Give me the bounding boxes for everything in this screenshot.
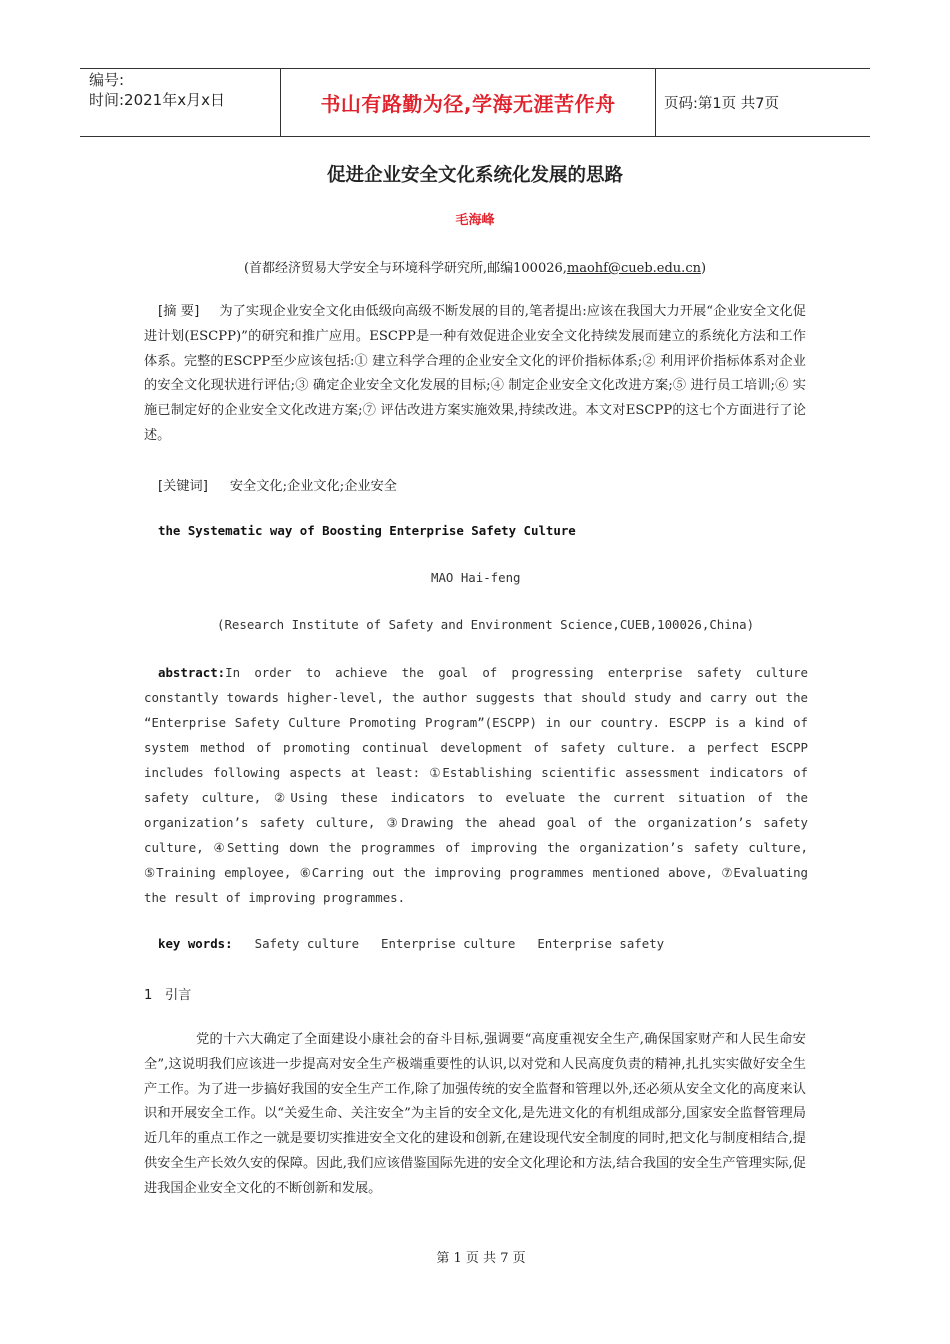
author-affiliation: (首都经济贸易大学安全与环境科学研究所,邮编100026,maohf@cueb.edu.cn)	[243, 261, 707, 276]
keywords-cn-label: [关键词]	[158, 479, 208, 494]
author-email-link[interactable]: maohf@cueb.edu.cn	[566, 261, 701, 276]
keywords-cn-text: 安全文化;企业文化;企业安全	[229, 479, 397, 494]
english-keyword: Enterprise safety	[537, 936, 665, 951]
english-keywords-label: key words:	[158, 936, 233, 951]
english-abstract-text: In order to achieve the goal of progressing enterprise safety culture constantly towards higher-level, the author suggests that should study and carry out the “Enterprise Safety Culture Promoting Program”(ESCPP) in our country. ESCPP is a kind of system method of promoting continual development of safety culture. a perfect ESCPP includes following aspects at least: ①Establishing scientific assessment indicators of safety culture, ②Using these indicators to eveluate the current situation of the organization’s safety culture, ③Drawing the ahead goal of the organization’s safety culture, ④Setting down the programmes of improving the organization’s safety culture, ⑤Training employee, ⑥Carring out the improving programmes mentioned above, ⑦Evaluating the result of improving programmes.	[144, 665, 808, 905]
english-keyword: Safety culture	[254, 936, 360, 951]
document-header	[80, 68, 870, 137]
english-keywords	[158, 936, 664, 951]
document-date: 时间:2021年x月x日	[89, 91, 225, 109]
paper-title: 促进企业安全文化系统化发展的思路	[326, 165, 623, 186]
english-author: MAO Hai-feng	[431, 570, 521, 585]
section-1-heading: 1 引言	[144, 988, 192, 1003]
english-keyword: Enterprise culture	[381, 936, 516, 951]
english-abstract	[144, 661, 808, 911]
header-motto: 书山有路勤为径,学海无涯苦作舟	[281, 69, 656, 136]
abstract-cn	[144, 300, 806, 449]
english-title: the Systematic way of Boosting Enterprise Safety Culture	[158, 523, 576, 538]
english-affiliation: (Research Institute of Safety and Environment Science,CUEB,100026,China)	[217, 617, 755, 632]
page-footer: 第 1 页 共 7 页	[436, 1251, 526, 1266]
header-meta-cell	[80, 69, 281, 136]
paper-author: 毛海峰	[455, 213, 495, 228]
document-number-label: 编号:	[89, 71, 125, 89]
keywords-cn	[158, 475, 397, 494]
section-1-body: 党的十六大确定了全面建设小康社会的奋斗目标,强调要“高度重视安全生产,确保国家财产和人民生命安全”,这说明我们应该进一步提高对安全生产极端重要性的认识,以对党和人民高度负责的精神,扎扎实实做好安全生产工作。为了进一步搞好我国的安全生产工作,除了加强传统的安全监督和管理以外,还必须从安全文化的高度来认识和开展安全工作。以“关爱生命、关注安全”为主旨的安全文化,是先进文化的有机组成部分,国家安全监督管理局近几年的重点工作之一就是要切实推进安全文化的建设和创新,在建设现代安全制度的同时,把文化与制度相结合,提供安全生产长效久安的保障。因此,我们应该借鉴国际先进的安全文化理论和方法,结合我国的安全生产管理实际,促进我国企业安全文化的不断创新和发展。	[144, 1032, 806, 1196]
affiliation-text: (首都经济贸易大学安全与环境科学研究所,邮编100026,	[243, 261, 567, 276]
abstract-cn-text: 为了实现企业安全文化由低级向高级不断发展的目的,笔者提出:应该在我国大力开展“企业安全文化促进计划(ESCPP)”的研究和推广应用。ESCPP是一种有效促进企业安全文化持续发展而建立的系统化方法和工作体系。完整的ESCPP至少应该包括:① 建立科学合理的企业安全文化的评价指标体系;② 利用评价指标体系对企业的安全文化现状进行评估;③ 确定企业安全文化发展的目标;④ 制定企业安全文化改进方案;⑤ 进行员工培训;⑥ 实施已制定好的企业安全文化改进方案;⑦ 评估改进方案实施效果,持续改进。本文对ESCPP的这七个方面进行了论述。	[144, 304, 806, 443]
abstract-cn-label: [摘 要]	[158, 304, 200, 319]
header-page-info: 页码:第1页 共7页	[664, 96, 779, 112]
english-abstract-label: abstract:	[158, 665, 226, 680]
